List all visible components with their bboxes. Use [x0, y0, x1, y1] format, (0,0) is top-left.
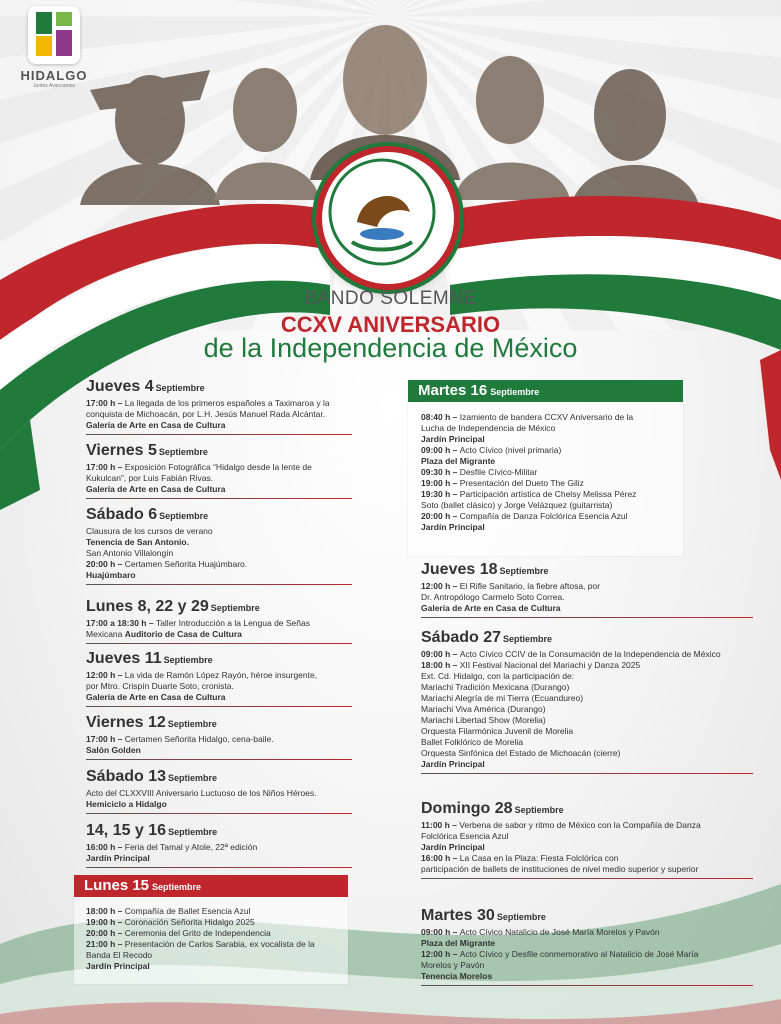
event-time: 12:00 h –	[421, 949, 460, 959]
event-time: 20:00 h –	[86, 559, 125, 569]
separator-line	[86, 759, 352, 760]
event-desc: La Casa en la Plaza: Fiesta Folclórica con	[459, 853, 619, 863]
event-desc: Desfile Cívico-Militar	[459, 467, 538, 477]
title-line2: CCXV ANIVERSARIO	[280, 312, 501, 337]
separator-line	[421, 878, 753, 879]
event-line	[421, 853, 753, 864]
event-time: 17:00 a 18:30 h –	[86, 618, 156, 628]
event-time: 17:00 h –	[86, 398, 125, 408]
event-time: 20:00 h –	[421, 511, 460, 521]
event-desc: Banda El Recodo	[86, 950, 153, 960]
day-heading	[421, 906, 753, 927]
day-heading	[86, 441, 352, 462]
separator-line	[86, 434, 352, 435]
event-14-15-y-16	[86, 821, 352, 868]
separator-line	[86, 643, 352, 644]
event-desc: por Mtro. Crispín Duarte Soto, cronista.	[86, 681, 234, 691]
separator-line	[86, 498, 352, 499]
event-line	[421, 820, 753, 831]
event-line	[86, 629, 352, 640]
day-label: Jueves 4	[86, 378, 154, 395]
day-heading	[86, 377, 352, 398]
month-label: Septiembre	[159, 511, 209, 521]
event-martes-30	[421, 906, 753, 986]
separator-line	[421, 985, 753, 986]
location: Hemiciclo a Hidalgo	[86, 799, 167, 809]
month-label: Septiembre	[210, 603, 260, 613]
month-label: Septiembre	[152, 882, 202, 892]
month-label: Septiembre	[158, 447, 208, 457]
day-heading	[86, 505, 352, 526]
event-desc: Mariachi Viva América (Durango)	[421, 704, 546, 714]
day-heading	[86, 821, 352, 842]
event-time: 19:00 h –	[86, 917, 125, 927]
event-line	[86, 939, 348, 950]
separator-line	[86, 867, 352, 868]
event-desc: Taller Introducción a la Lengua de Señas	[155, 618, 310, 628]
day-heading	[421, 628, 753, 649]
event-desc: El Rifle Sanitario, la fiebre aftosa, por	[459, 581, 601, 591]
event-desc: Acto Cívico CCIV de la Consumación de la Independencia de México	[459, 649, 721, 659]
location: Tenencia Morelos	[421, 971, 493, 981]
event-viernes-12	[86, 713, 352, 760]
event-time: 09:30 h –	[421, 467, 460, 477]
day-heading	[86, 649, 352, 670]
event-desc: Compañía de Danza Folclórica Esencia Azul	[459, 511, 628, 521]
event-desc: San Antonio Villalongín	[86, 548, 174, 558]
event-desc: La vida de Ramón López Rayón, héroe insurgente,	[124, 670, 318, 680]
event-line	[86, 462, 352, 473]
event-desc: Mariachi Tradición Mexicana (Durango)	[421, 682, 570, 692]
event-desc: conquista de Michoacán, por L.H. Jesús Manuel Rada Alcántar.	[86, 409, 326, 419]
month-label: Septiembre	[167, 719, 217, 729]
event-line	[86, 928, 348, 939]
event-line	[421, 671, 753, 682]
day-label: Viernes 5	[86, 442, 157, 459]
location: Galería de Arte en Casa de Cultura	[86, 484, 226, 494]
month-label: Septiembre	[499, 566, 549, 576]
day-label: Martes 30	[421, 907, 495, 924]
event-time: 12:00 h –	[421, 581, 460, 591]
event-line	[421, 748, 753, 759]
event-line	[86, 526, 352, 537]
event-line	[421, 831, 753, 842]
event-time: 17:00 h –	[86, 734, 125, 744]
event-desc: Ext. Cd. Hidalgo, con la participación de:	[421, 671, 575, 681]
event-line	[86, 409, 352, 420]
month-label: Septiembre	[514, 805, 564, 815]
event-line	[421, 704, 753, 715]
day-label: Jueves 18	[421, 561, 498, 578]
event-line	[421, 581, 753, 592]
event-time: 18:00 h –	[86, 906, 125, 916]
day-heading	[421, 799, 753, 820]
separator-line	[421, 773, 753, 774]
event-desc: XII Festival Nacional del Mariachi y Danza 2025	[459, 660, 641, 670]
event-desc: Soto (ballet clásico) y Jorge Velázquez (guitarrista)	[421, 500, 613, 510]
month-label: Septiembre	[496, 912, 546, 922]
event-desc: Participación artística de Chelsy Melissa Pérez	[459, 489, 637, 499]
day-heading	[86, 597, 352, 618]
event-line	[421, 715, 753, 726]
event-line	[421, 511, 681, 522]
event-time: 09:00 h –	[421, 927, 460, 937]
event-line	[86, 950, 348, 961]
location: Jardín Principal	[86, 853, 150, 863]
event-lunes-8-22-y-29	[86, 597, 352, 644]
event-time: 21:00 h –	[86, 939, 125, 949]
event-time: 18:00 h –	[421, 660, 460, 670]
separator-line	[86, 706, 352, 707]
event-line	[86, 788, 352, 799]
event-desc: Mariachi Libertad Show (Morelia)	[421, 715, 546, 725]
day-label: 14, 15 y 16	[86, 822, 167, 839]
event-desc: Verbena de sabor y ritmo de México con la Compañía de Danza	[459, 820, 701, 830]
event-line	[421, 500, 681, 511]
location: Jardín Principal	[86, 961, 150, 971]
location: Auditorio de Casa de Cultura	[124, 629, 242, 639]
day-label: Martes 16	[418, 382, 488, 399]
event-line	[421, 445, 681, 456]
event-desc: Acto Cívico Natalicio de José María Morelos y Pavón	[459, 927, 660, 937]
event-desc: Lucha de Independencia de México	[421, 423, 556, 433]
day-label: Sábado 6	[86, 506, 158, 523]
day-label: Jueves 11	[86, 650, 162, 667]
event-desc: La llegada de los primeros españoles a Taximaroa y la	[124, 398, 330, 408]
location: Plaza del Migrante	[421, 456, 496, 466]
location: Huajúmbaro	[86, 570, 136, 580]
event-line	[421, 693, 753, 704]
event-desc: Kukulcan”, por Luis Fabián Rivas.	[86, 473, 214, 483]
event-desc: Morelos y Pavón	[421, 960, 485, 970]
event-desc: Presentación de Carlos Sarabia, ex vocalista de la	[124, 939, 315, 949]
event-desc: Folclórica Esencia Azul	[421, 831, 509, 841]
event-line	[421, 592, 753, 603]
event-time: 11:00 h –	[421, 820, 460, 830]
event-jueves-11	[86, 649, 352, 707]
event-line	[421, 726, 753, 737]
event-line	[421, 949, 753, 960]
day-label: Sábado 13	[86, 768, 167, 785]
event-line	[421, 489, 681, 500]
event-time: 09:00 h –	[421, 649, 460, 659]
month-label: Septiembre	[168, 827, 218, 837]
separator-line	[86, 584, 352, 585]
event-line	[86, 734, 352, 745]
event-desc: Orquesta Filarmónica Juvenil de Morelia	[421, 726, 574, 736]
coat-of-arms-seal	[316, 146, 460, 290]
event-desc: Acto Cívico (nivel primaria)	[459, 445, 562, 455]
event-desc: Presentación del Dueto The Giliz	[459, 478, 584, 488]
event-line	[421, 478, 681, 489]
event-s-bado-6	[86, 505, 352, 585]
event-line	[421, 467, 681, 478]
location: Jardín Principal	[421, 842, 485, 852]
event-line	[86, 906, 348, 917]
day-label: Sábado 27	[421, 629, 502, 646]
event-desc: Mariachi Alegría de mi Tierra (Ecuandureo)	[421, 693, 584, 703]
event-desc: Acto del CLXXVIII Aniversario Luctuoso de los Niños Héroes.	[86, 788, 317, 798]
event-time: 08:40 h –	[421, 412, 460, 422]
event-line	[421, 864, 753, 875]
event-line	[421, 737, 753, 748]
event-time: 16:00 h –	[421, 853, 460, 863]
event-line	[86, 473, 352, 484]
event-time: 17:00 h –	[86, 462, 125, 472]
event-line	[86, 618, 352, 629]
event-domingo-28	[421, 799, 753, 879]
brand-name: HIDALGO	[20, 68, 88, 83]
event-desc: Ceremonia del Grito de Independencia	[124, 928, 271, 938]
day-label: Lunes 15	[84, 877, 150, 894]
event-time: 16:00 h –	[86, 842, 125, 852]
event-desc: Feria del Tamal y Atole, 22ª edición	[124, 842, 258, 852]
event-line	[421, 927, 753, 938]
event-line	[86, 398, 352, 409]
event-desc: participación de ballets de instituciones de nivel medio superior y superior	[421, 864, 699, 874]
lunes15-header	[74, 875, 348, 897]
logo-mark	[28, 6, 80, 64]
location: Tenencia de San Antonio.	[86, 537, 189, 547]
event-line	[86, 548, 352, 559]
title-line3: de la Independencia de México	[203, 333, 578, 363]
martes16-header	[408, 380, 683, 402]
location: Galería de Arte en Casa de Cultura	[86, 420, 226, 430]
brand-tagline: Juntos Avanzamos	[33, 83, 75, 89]
event-desc: Izamiento de bandera CCXV Aniversario de la	[459, 412, 634, 422]
event-viernes-5	[86, 441, 352, 499]
event-s-bado-27	[421, 628, 753, 774]
location: Jardín Principal	[421, 434, 485, 444]
day-label: Domingo 28	[421, 800, 513, 817]
event-line	[86, 681, 352, 692]
title-line1: BANDO SOLEMNE	[304, 288, 477, 309]
month-label: Septiembre	[490, 387, 540, 397]
event-line	[421, 423, 681, 434]
location: Jardín Principal	[421, 522, 485, 532]
event-desc: Exposición Fotográfica “Hidalgo desde la lente de	[124, 462, 312, 472]
location: Salón Golden	[86, 745, 141, 755]
event-line	[421, 649, 753, 660]
event-line	[421, 682, 753, 693]
event-line	[86, 917, 348, 928]
event-desc: Orquesta Sinfónica del Estado de Michoacán (cierre)	[421, 748, 621, 758]
day-heading	[86, 713, 352, 734]
month-label: Septiembre	[503, 634, 553, 644]
event-time: 09:00 h –	[421, 445, 460, 455]
lunes15-details	[86, 906, 348, 972]
month-label: Septiembre	[168, 773, 218, 783]
event-desc: Ballet Folklórico de Morelia	[421, 737, 524, 747]
month-label: Septiembre	[163, 655, 213, 665]
month-label: Septiembre	[155, 383, 205, 393]
event-desc: Coronación Señorita Hidalgo 2025	[124, 917, 255, 927]
separator-line	[86, 813, 352, 814]
event-time: 19:00 h –	[421, 478, 460, 488]
event-line	[86, 670, 352, 681]
event-desc: Compañía de Ballet Esencia Azul	[124, 906, 251, 916]
event-line	[421, 960, 753, 971]
separator-line	[421, 617, 753, 618]
location: Plaza del Migrante	[421, 938, 496, 948]
event-line	[86, 842, 352, 853]
day-label: Lunes 8, 22 y 29	[86, 598, 209, 615]
event-time: 12:00 h –	[86, 670, 125, 680]
event-line	[421, 660, 753, 671]
event-time: 19:30 h –	[421, 489, 460, 499]
martes16-details	[421, 412, 681, 533]
hidalgo-logo	[18, 6, 90, 89]
location: Jardín Principal	[421, 759, 485, 769]
eagle-icon	[322, 152, 442, 272]
day-heading	[421, 560, 753, 581]
event-jueves-4	[86, 377, 352, 435]
location: Galería de Arte en Casa de Cultura	[421, 603, 561, 613]
event-desc: Certamen Señorita Hidalgo, cena-baile.	[124, 734, 274, 744]
event-time: 20:00 h –	[86, 928, 125, 938]
event-desc: Certamen Señorita Huajúmbaro.	[124, 559, 248, 569]
event-line	[86, 559, 352, 570]
event-s-bado-13	[86, 767, 352, 814]
day-label: Viernes 12	[86, 714, 166, 731]
event-jueves-18	[421, 560, 753, 618]
event-desc: Dr. Antropólogo Carmelo Soto Correa.	[421, 592, 565, 602]
event-desc: Acto Cívico y Desfile conmemorativo al Natalicio de José María	[459, 949, 699, 959]
location: Galería de Arte en Casa de Cultura	[86, 692, 226, 702]
event-desc: Clausura de los cursos de verano	[86, 526, 213, 536]
event-line	[421, 412, 681, 423]
event-desc: Mexicana	[86, 629, 123, 639]
day-heading	[86, 767, 352, 788]
